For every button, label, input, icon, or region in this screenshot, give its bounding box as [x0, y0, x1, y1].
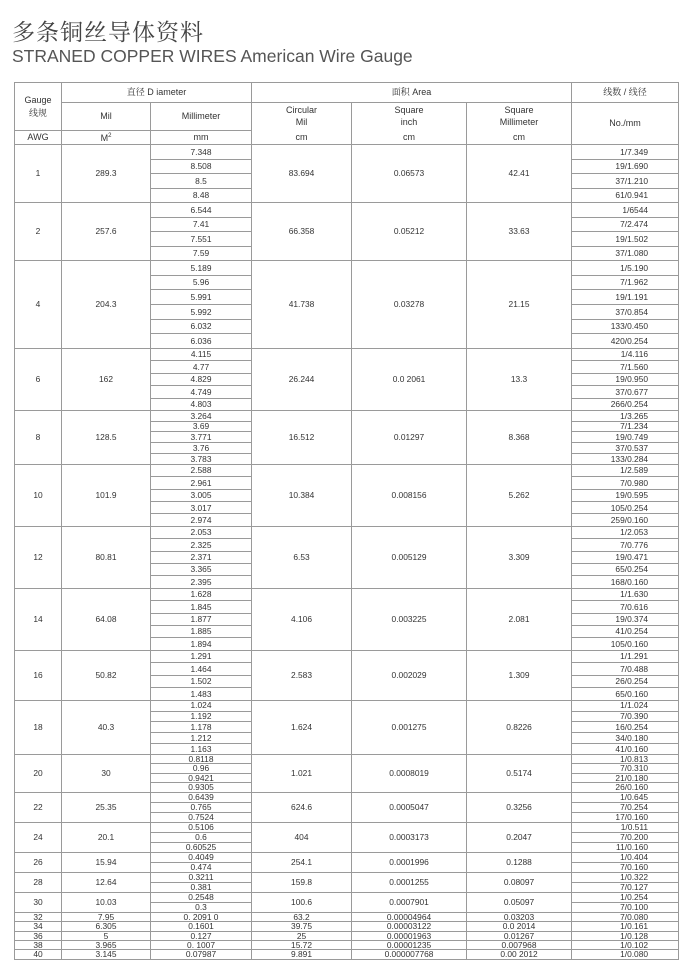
square-inch-cell: 0.001275 [352, 700, 467, 754]
mm-cell: 0.3211 [151, 872, 252, 882]
mm-cell: 8.508 [151, 159, 252, 174]
mm-cell: 1.291 [151, 650, 252, 663]
mm-cell: 0. 2091 0 [151, 912, 252, 921]
mm-cell: 0.3 [151, 902, 252, 912]
strands-cell: 1/0.511 [572, 822, 679, 832]
mm-cell: 7.41 [151, 217, 252, 232]
square-mm-cell: 0.5174 [467, 754, 572, 792]
table-row [15, 872, 679, 882]
square-inch-cell: 0.0 2061 [352, 348, 467, 410]
square-inch-cell: 0.00004964 [352, 912, 467, 921]
mm-cell: 3.005 [151, 489, 252, 501]
strands-cell: 7/0.254 [572, 802, 679, 812]
circular-mil-cell: 100.6 [252, 892, 352, 912]
table-row [15, 650, 679, 663]
strands-cell: 37/1.080 [572, 246, 679, 261]
mm-cell: 5.96 [151, 275, 252, 290]
awg-cell: 4 [15, 261, 62, 349]
table-row [15, 526, 679, 538]
square-inch-cell: 0.0003173 [352, 822, 467, 852]
strands-cell: 1/0.254 [572, 892, 679, 902]
strands-cell: 37/0.537 [572, 443, 679, 454]
mm-cell: 1.885 [151, 625, 252, 637]
square-inch-cell: 0.0001996 [352, 852, 467, 872]
mm-unit: mm [151, 131, 252, 145]
strands-cell: 420/0.254 [572, 334, 679, 349]
strands-cell: 7/0.980 [572, 477, 679, 489]
square-inch-cell: 0.0001255 [352, 872, 467, 892]
mm-cell: 5.992 [151, 304, 252, 319]
strands-cell: 19/0.950 [572, 373, 679, 385]
awg-cell: 8 [15, 410, 62, 464]
strands-cell: 65/0.254 [572, 564, 679, 576]
circular-mil-header: Circular Mil [252, 103, 352, 131]
square-inch-cell: 0.00003122 [352, 922, 467, 931]
circular-mil-cell: 66.358 [252, 203, 352, 261]
mm-cell: 1.212 [151, 733, 252, 744]
strands-cell: 37/1.210 [572, 174, 679, 189]
strands-cell: 1/0.813 [572, 754, 679, 764]
mm-cell: 0. 1007 [151, 940, 252, 949]
table-row [15, 852, 679, 862]
strands-cell: 133/0.284 [572, 454, 679, 465]
strands-cell: 41/0.160 [572, 743, 679, 754]
strands-cell: 16/0.254 [572, 722, 679, 733]
strands-cell: 1/0.645 [572, 792, 679, 802]
table-body [15, 145, 679, 960]
mm-cell: 2.974 [151, 514, 252, 526]
strands-cell: 1/0.161 [572, 922, 679, 931]
strands-cell: 1/0.404 [572, 852, 679, 862]
circular-mil-cell: 2.583 [252, 650, 352, 700]
mm-cell: 0.381 [151, 882, 252, 892]
square-mm-cell: 0.03203 [467, 912, 572, 921]
mm-cell: 4.749 [151, 386, 252, 398]
circular-mil-cell: 159.8 [252, 872, 352, 892]
circular-mil-cell: 1.021 [252, 754, 352, 792]
strands-cell: 105/0.160 [572, 638, 679, 650]
mm-cell: 2.961 [151, 477, 252, 489]
strands-cell: 259/0.160 [572, 514, 679, 526]
strands-cell: 26/0.160 [572, 783, 679, 793]
circular-mil-cell: 624.6 [252, 792, 352, 822]
mm-cell: 7.348 [151, 145, 252, 160]
cm-unit-1: cm [252, 131, 352, 145]
mil-unit: $M^2$ [62, 131, 151, 145]
strands-cell: 19/1.690 [572, 159, 679, 174]
square-inch-cell: 0.0005047 [352, 792, 467, 822]
awg-cell: 14 [15, 588, 62, 650]
table-row [15, 700, 679, 711]
strands-cell: 11/0.160 [572, 842, 679, 852]
square-inch-cell: 0.003225 [352, 588, 467, 650]
mil-cell: 20.1 [62, 822, 151, 852]
mil-cell: 10.03 [62, 892, 151, 912]
awg-cell: 24 [15, 822, 62, 852]
mm-cell: 4.803 [151, 398, 252, 410]
square-mm-cell: 2.081 [467, 588, 572, 650]
table-row [15, 145, 679, 160]
square-inch-cell: 0.05212 [352, 203, 467, 261]
circular-mil-cell: 83.694 [252, 145, 352, 203]
strands-cell: 1/6544 [572, 203, 679, 218]
mm-cell: 4.77 [151, 361, 252, 373]
strands-cell: 19/0.749 [572, 432, 679, 443]
strands-cell: 7/2.474 [572, 217, 679, 232]
circular-mil-cell: 15.72 [252, 940, 352, 949]
awg-cell: 1 [15, 145, 62, 203]
awg-header: AWG [15, 131, 62, 145]
mm-cell: 3.69 [151, 421, 252, 432]
mil-cell: 6.305 [62, 922, 151, 931]
square-inch-cell: 0.01297 [352, 410, 467, 464]
table-row [15, 940, 679, 949]
mil-cell: 12.64 [62, 872, 151, 892]
table-row [15, 203, 679, 218]
millimeter-header: Millimeter [151, 103, 252, 131]
table-row [15, 261, 679, 276]
strands-cell: 7/0.616 [572, 601, 679, 613]
mm-cell: 7.59 [151, 246, 252, 261]
mil-cell: 3.965 [62, 940, 151, 949]
mm-cell: 1.502 [151, 675, 252, 688]
mm-cell: 0.474 [151, 862, 252, 872]
awg-table [14, 82, 679, 960]
strands-cell: 37/0.854 [572, 304, 679, 319]
strands-cell: 1/3.265 [572, 410, 679, 421]
strands-cell: 1/2.589 [572, 464, 679, 476]
mm-cell: 1.178 [151, 722, 252, 733]
strands-cell: 133/0.450 [572, 319, 679, 334]
mm-cell: 2.395 [151, 576, 252, 588]
mil-cell: 204.3 [62, 261, 151, 349]
mm-cell: 0.7524 [151, 812, 252, 822]
strands-cell: 34/0.180 [572, 733, 679, 744]
mm-cell: 0.6439 [151, 792, 252, 802]
mil-cell: 162 [62, 348, 151, 410]
square-mm-cell: 0.1288 [467, 852, 572, 872]
cm-unit-3: cm [467, 131, 572, 145]
mil-cell: 7.95 [62, 912, 151, 921]
mil-cell: 25.35 [62, 792, 151, 822]
mm-cell: 1.464 [151, 663, 252, 676]
square-mm-cell: 5.262 [467, 464, 572, 526]
square-mm-header: Square Millimeter [467, 103, 572, 131]
strands-cell: 7/0.488 [572, 663, 679, 676]
awg-cell: 2 [15, 203, 62, 261]
square-inch-cell: 0.0008019 [352, 754, 467, 792]
mm-cell: 0.6 [151, 832, 252, 842]
area-header: 面积 Area [252, 83, 572, 103]
square-inch-cell: 0.00001963 [352, 931, 467, 940]
mil-cell: 101.9 [62, 464, 151, 526]
mil-cell: 30 [62, 754, 151, 792]
mm-cell: 0.07987 [151, 950, 252, 959]
strands-cell: 26/0.254 [572, 675, 679, 688]
awg-cell: 34 [15, 922, 62, 931]
mm-cell: 2.588 [151, 464, 252, 476]
mm-cell: 6.544 [151, 203, 252, 218]
mm-cell: 3.365 [151, 564, 252, 576]
mm-cell: 1.024 [151, 700, 252, 711]
strands-cell: 19/0.471 [572, 551, 679, 563]
mm-cell: 0.96 [151, 764, 252, 774]
strands-cell: 1/1.630 [572, 588, 679, 600]
awg-cell: 36 [15, 931, 62, 940]
square-mm-cell: 13.3 [467, 348, 572, 410]
awg-cell: 26 [15, 852, 62, 872]
strands-cell: 1/1.291 [572, 650, 679, 663]
table-row [15, 410, 679, 421]
circular-mil-cell: 10.384 [252, 464, 352, 526]
square-inch-cell: 0.000007768 [352, 950, 467, 959]
mm-cell: 2.371 [151, 551, 252, 563]
strands-header: 线数 / 线径 [572, 83, 679, 103]
awg-cell: 40 [15, 950, 62, 959]
strands-cell: 19/0.595 [572, 489, 679, 501]
awg-cell: 6 [15, 348, 62, 410]
strands-cell: 7/1.560 [572, 361, 679, 373]
strands-cell: 19/1.502 [572, 232, 679, 247]
table-row [15, 588, 679, 600]
mm-cell: 0.2548 [151, 892, 252, 902]
square-mm-cell: 0.0 2014 [467, 922, 572, 931]
circular-mil-cell: 39.75 [252, 922, 352, 931]
strands-cell: 7/0.127 [572, 882, 679, 892]
mil-cell: 64.08 [62, 588, 151, 650]
square-inch-cell: 0.03278 [352, 261, 467, 349]
mm-cell: 3.783 [151, 454, 252, 465]
strands-cell: 1/0.128 [572, 931, 679, 940]
table-row [15, 754, 679, 764]
awg-cell: 10 [15, 464, 62, 526]
mil-cell: 80.81 [62, 526, 151, 588]
mm-cell: 3.264 [151, 410, 252, 421]
strands-cell: 168/0.160 [572, 576, 679, 588]
awg-cell: 38 [15, 940, 62, 949]
circular-mil-cell: 41.738 [252, 261, 352, 349]
square-mm-cell: 0.007968 [467, 940, 572, 949]
mm-cell: 0.60525 [151, 842, 252, 852]
table-row [15, 922, 679, 931]
strands-cell: 37/0.677 [572, 386, 679, 398]
circular-mil-cell: 4.106 [252, 588, 352, 650]
square-mm-cell: 0.2047 [467, 822, 572, 852]
mm-cell: 2.325 [151, 539, 252, 551]
mil-cell: 40.3 [62, 700, 151, 754]
strands-cell: 17/0.160 [572, 812, 679, 822]
strands-cell: 1/0.080 [572, 950, 679, 959]
mm-cell: 1.845 [151, 601, 252, 613]
square-inch-cell: 0.0007901 [352, 892, 467, 912]
mil-cell: 3.145 [62, 950, 151, 959]
circular-mil-cell: 6.53 [252, 526, 352, 588]
table-row [15, 822, 679, 832]
mm-cell: 4.829 [151, 373, 252, 385]
mil-header: Mil [62, 103, 151, 131]
strands-cell: 7/0.390 [572, 711, 679, 722]
strands-cell: 1/5.190 [572, 261, 679, 276]
mm-cell: 1.483 [151, 688, 252, 701]
strands-cell: 7/1.962 [572, 275, 679, 290]
awg-cell: 22 [15, 792, 62, 822]
table-row [15, 792, 679, 802]
strands-cell: 21/0.180 [572, 773, 679, 783]
square-inch-cell: 0.00001235 [352, 940, 467, 949]
mil-cell: 257.6 [62, 203, 151, 261]
square-inch-cell: 0.06573 [352, 145, 467, 203]
awg-cell: 18 [15, 700, 62, 754]
mil-cell: 289.3 [62, 145, 151, 203]
square-mm-cell: 0.01267 [467, 931, 572, 940]
strands-cell: 105/0.254 [572, 502, 679, 514]
no-mm-header: No./mm [572, 103, 679, 145]
strands-cell: 7/0.310 [572, 764, 679, 774]
awg-cell: 12 [15, 526, 62, 588]
circular-mil-cell: 16.512 [252, 410, 352, 464]
strands-cell: 19/1.191 [572, 290, 679, 305]
circular-mil-cell: 254.1 [252, 852, 352, 872]
square-inch-header: Square inch [352, 103, 467, 131]
square-mm-cell: 21.15 [467, 261, 572, 349]
mm-cell: 4.115 [151, 348, 252, 360]
square-inch-cell: 0.002029 [352, 650, 467, 700]
page-title-en: STRANED COPPER WIRES American Wire Gauge [12, 46, 413, 66]
circular-mil-cell: 63.2 [252, 912, 352, 921]
mm-cell: 1.894 [151, 638, 252, 650]
strands-cell: 1/7.349 [572, 145, 679, 160]
mm-cell: 0.9305 [151, 783, 252, 793]
mm-cell: 0.8118 [151, 754, 252, 764]
circular-mil-cell: 25 [252, 931, 352, 940]
mm-cell: 0.4049 [151, 852, 252, 862]
mm-cell: 3.771 [151, 432, 252, 443]
strands-cell: 7/0.160 [572, 862, 679, 872]
mm-cell: 1.192 [151, 711, 252, 722]
mm-cell: 5.991 [151, 290, 252, 305]
square-inch-cell: 0.008156 [352, 464, 467, 526]
mm-cell: 8.5 [151, 174, 252, 189]
strands-cell: 266/0.254 [572, 398, 679, 410]
gauge-header: Gauge 线规 [15, 83, 62, 131]
table-row [15, 950, 679, 959]
circular-mil-cell: 404 [252, 822, 352, 852]
strands-cell: 1/1.024 [572, 700, 679, 711]
strands-cell: 7/1.234 [572, 421, 679, 432]
strands-cell: 61/0.941 [572, 188, 679, 203]
strands-cell: 19/0.374 [572, 613, 679, 625]
strands-cell: 7/0.200 [572, 832, 679, 842]
square-mm-cell: 33.63 [467, 203, 572, 261]
table-row [15, 892, 679, 902]
square-mm-cell: 1.309 [467, 650, 572, 700]
mil-cell: 5 [62, 931, 151, 940]
strands-cell: 1/4.116 [572, 348, 679, 360]
mil-cell: 128.5 [62, 410, 151, 464]
table-row [15, 931, 679, 940]
strands-cell: 7/0.100 [572, 902, 679, 912]
mm-cell: 0.1601 [151, 922, 252, 931]
square-mm-cell: 0.3256 [467, 792, 572, 822]
strands-cell: 1/0.102 [572, 940, 679, 949]
mm-cell: 7.551 [151, 232, 252, 247]
mm-cell: 6.032 [151, 319, 252, 334]
square-mm-cell: 0.08097 [467, 872, 572, 892]
square-mm-cell: 42.41 [467, 145, 572, 203]
square-mm-cell: 8.368 [467, 410, 572, 464]
strands-cell: 1/2.053 [572, 526, 679, 538]
square-mm-cell: 0.05097 [467, 892, 572, 912]
mm-cell: 0.5106 [151, 822, 252, 832]
square-mm-cell: 0.8226 [467, 700, 572, 754]
awg-cell: 30 [15, 892, 62, 912]
mm-cell: 8.48 [151, 188, 252, 203]
mm-cell: 6.036 [151, 334, 252, 349]
mm-cell: 1.628 [151, 588, 252, 600]
awg-cell: 20 [15, 754, 62, 792]
mm-cell: 0.9421 [151, 773, 252, 783]
mm-cell: 3.017 [151, 502, 252, 514]
awg-cell: 28 [15, 872, 62, 892]
mm-cell: 1.877 [151, 613, 252, 625]
table-row [15, 348, 679, 360]
strands-cell: 1/0.322 [572, 872, 679, 882]
mm-cell: 0.765 [151, 802, 252, 812]
awg-cell: 16 [15, 650, 62, 700]
circular-mil-cell: 26.244 [252, 348, 352, 410]
table-row [15, 464, 679, 476]
circular-mil-cell: 9.891 [252, 950, 352, 959]
square-inch-cell: 0.005129 [352, 526, 467, 588]
awg-cell: 32 [15, 912, 62, 921]
mil-cell: 50.82 [62, 650, 151, 700]
strands-cell: 41/0.254 [572, 625, 679, 637]
mil-cell: 15.94 [62, 852, 151, 872]
strands-cell: 7/0.776 [572, 539, 679, 551]
circular-mil-cell: 1.624 [252, 700, 352, 754]
cm-unit-2: cm [352, 131, 467, 145]
mm-cell: 5.189 [151, 261, 252, 276]
square-mm-cell: 0.00 2012 [467, 950, 572, 959]
strands-cell: 7/0.080 [572, 912, 679, 921]
mm-cell: 3.76 [151, 443, 252, 454]
table-row [15, 912, 679, 921]
mm-cell: 2.053 [151, 526, 252, 538]
page-title-cn: 多条铜丝导体资料 [12, 20, 204, 46]
square-mm-cell: 3.309 [467, 526, 572, 588]
diameter-header: 直径 D iameter [62, 83, 252, 103]
strands-cell: 65/0.160 [572, 688, 679, 701]
mm-cell: 1.163 [151, 743, 252, 754]
mm-cell: 0.127 [151, 931, 252, 940]
